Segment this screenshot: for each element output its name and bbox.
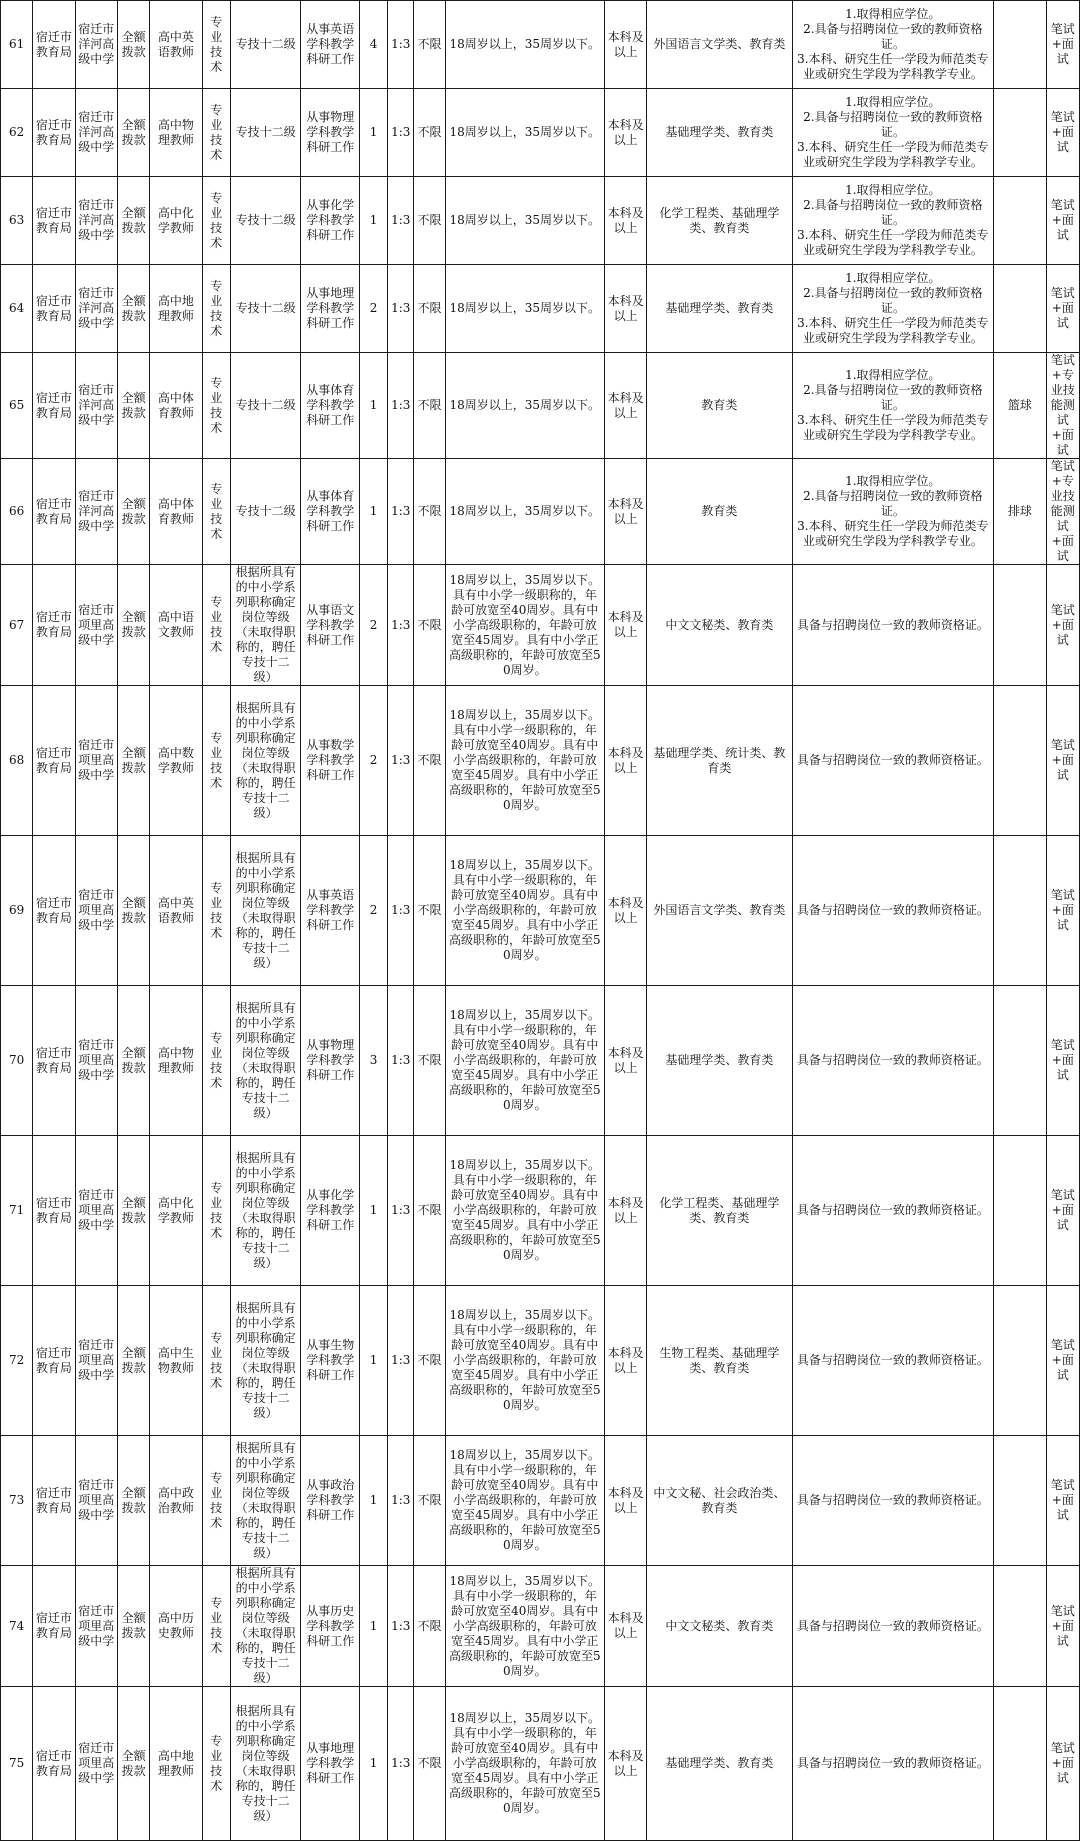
cell-edu: 本科及以上 bbox=[604, 1687, 646, 1841]
cell-no: 73 bbox=[1, 1436, 33, 1566]
cell-category: 专业技术 bbox=[202, 1286, 230, 1436]
cell-major: 基础理学类、教育类 bbox=[647, 89, 792, 177]
cell-no: 74 bbox=[1, 1566, 33, 1687]
cell-funding: 全额拨款 bbox=[117, 459, 149, 565]
cell-duty: 从事语文学科教学科研工作 bbox=[301, 565, 359, 686]
cell-skill: 排球 bbox=[994, 459, 1046, 565]
cell-unit: 宿迁市项里高级中学 bbox=[75, 565, 117, 686]
cell-exam: 笔试+专业技能测试+面试 bbox=[1046, 353, 1079, 459]
cell-other: 1.取得相应学位。 2.具备与招聘岗位一致的教师资格证。 3.本科、研究生任一学段为师范类专业或研究生学段为学科教学专业。 bbox=[792, 459, 994, 565]
cell-dept: 宿迁市教育局 bbox=[33, 686, 75, 836]
cell-level: 根据所具有的中小学系列职称确定岗位等级（未取得职称的，聘任专技十二级） bbox=[230, 986, 301, 1136]
cell-category: 专业技术 bbox=[202, 459, 230, 565]
cell-age: 18周岁以上，35周岁以下。 bbox=[445, 353, 604, 459]
cell-age: 18周岁以上，35周岁以下。具有中小学一级职称的，年龄可放宽至40周岁。具有中小学高级职称的，年龄可放宽至45周岁。具有中小学正高级职称的，年龄可放宽至50周岁。 bbox=[445, 1687, 604, 1841]
cell-exam: 笔试+面试 bbox=[1046, 89, 1079, 177]
table-row bbox=[1, 265, 1080, 353]
cell-post: 高中数学教师 bbox=[150, 686, 202, 836]
cell-count: 1 bbox=[359, 1687, 387, 1841]
cell-duty: 从事地理学科教学科研工作 bbox=[301, 265, 359, 353]
cell-other: 1.取得相应学位。 2.具备与招聘岗位一致的教师资格证。 3.本科、研究生任一学段为师范类专业或研究生学段为学科教学专业。 bbox=[792, 1, 994, 89]
cell-major: 教育类 bbox=[647, 353, 792, 459]
cell-duty: 从事物理学科教学科研工作 bbox=[301, 89, 359, 177]
cell-other: 1.取得相应学位。 2.具备与招聘岗位一致的教师资格证。 3.本科、研究生任一学段为师范类专业或研究生学段为学科教学专业。 bbox=[792, 89, 994, 177]
cell-unit: 宿迁市项里高级中学 bbox=[75, 1566, 117, 1687]
cell-ratio: 1:3 bbox=[388, 1687, 414, 1841]
cell-ratio: 1:3 bbox=[388, 1286, 414, 1436]
cell-exam: 笔试+面试 bbox=[1046, 1136, 1079, 1286]
cell-no: 75 bbox=[1, 1687, 33, 1841]
cell-gender: 不限 bbox=[414, 836, 445, 986]
cell-other: 具备与招聘岗位一致的教师资格证。 bbox=[792, 986, 994, 1136]
cell-dept: 宿迁市教育局 bbox=[33, 986, 75, 1136]
cell-edu: 本科及以上 bbox=[604, 1286, 646, 1436]
cell-edu: 本科及以上 bbox=[604, 1, 646, 89]
cell-funding: 全额拨款 bbox=[117, 177, 149, 265]
cell-ratio: 1:3 bbox=[388, 177, 414, 265]
cell-skill bbox=[994, 565, 1046, 686]
cell-count: 4 bbox=[359, 1, 387, 89]
cell-level: 根据所具有的中小学系列职称确定岗位等级（未取得职称的，聘任专技十二级） bbox=[230, 565, 301, 686]
cell-major: 外国语言文学类、教育类 bbox=[647, 1, 792, 89]
cell-age: 18周岁以上，35周岁以下。具有中小学一级职称的，年龄可放宽至40周岁。具有中小学高级职称的，年龄可放宽至45周岁。具有中小学正高级职称的，年龄可放宽至50周岁。 bbox=[445, 1136, 604, 1286]
cell-category: 专业技术 bbox=[202, 1687, 230, 1841]
cell-gender: 不限 bbox=[414, 1, 445, 89]
cell-count: 1 bbox=[359, 1136, 387, 1286]
table-row bbox=[1, 459, 1080, 565]
cell-age: 18周岁以上，35周岁以下。具有中小学一级职称的，年龄可放宽至40周岁。具有中小学高级职称的，年龄可放宽至45周岁。具有中小学正高级职称的，年龄可放宽至50周岁。 bbox=[445, 686, 604, 836]
table-row bbox=[1, 1286, 1080, 1436]
cell-major: 基础理学类、统计类、教育类 bbox=[647, 686, 792, 836]
table-row bbox=[1, 1566, 1080, 1687]
cell-edu: 本科及以上 bbox=[604, 265, 646, 353]
cell-ratio: 1:3 bbox=[388, 1136, 414, 1286]
cell-funding: 全额拨款 bbox=[117, 1, 149, 89]
cell-gender: 不限 bbox=[414, 177, 445, 265]
table-row bbox=[1, 177, 1080, 265]
cell-dept: 宿迁市教育局 bbox=[33, 1436, 75, 1566]
cell-dept: 宿迁市教育局 bbox=[33, 89, 75, 177]
cell-no: 66 bbox=[1, 459, 33, 565]
cell-major: 中文文秘、社会政治类、教育类 bbox=[647, 1436, 792, 1566]
cell-dept: 宿迁市教育局 bbox=[33, 1136, 75, 1286]
cell-funding: 全额拨款 bbox=[117, 565, 149, 686]
cell-skill bbox=[994, 1286, 1046, 1436]
cell-count: 1 bbox=[359, 1566, 387, 1687]
table-row bbox=[1, 1687, 1080, 1841]
cell-edu: 本科及以上 bbox=[604, 1566, 646, 1687]
cell-ratio: 1:3 bbox=[388, 836, 414, 986]
cell-duty: 从事体育学科教学科研工作 bbox=[301, 459, 359, 565]
cell-other: 具备与招聘岗位一致的教师资格证。 bbox=[792, 1436, 994, 1566]
cell-other: 1.取得相应学位。 2.具备与招聘岗位一致的教师资格证。 3.本科、研究生任一学段为师范类专业或研究生学段为学科教学专业。 bbox=[792, 353, 994, 459]
cell-edu: 本科及以上 bbox=[604, 1136, 646, 1286]
cell-other: 具备与招聘岗位一致的教师资格证。 bbox=[792, 836, 994, 986]
cell-post: 高中语文教师 bbox=[150, 565, 202, 686]
cell-major: 基础理学类、教育类 bbox=[647, 986, 792, 1136]
cell-no: 70 bbox=[1, 986, 33, 1136]
cell-ratio: 1:3 bbox=[388, 986, 414, 1136]
cell-unit: 宿迁市项里高级中学 bbox=[75, 1286, 117, 1436]
cell-gender: 不限 bbox=[414, 1566, 445, 1687]
cell-exam: 笔试+面试 bbox=[1046, 1286, 1079, 1436]
cell-ratio: 1:3 bbox=[388, 1566, 414, 1687]
cell-unit: 宿迁市洋河高级中学 bbox=[75, 265, 117, 353]
cell-major: 生物工程类、基础理学类、教育类 bbox=[647, 1286, 792, 1436]
cell-post: 高中生物教师 bbox=[150, 1286, 202, 1436]
cell-category: 专业技术 bbox=[202, 565, 230, 686]
cell-post: 高中历史教师 bbox=[150, 1566, 202, 1687]
cell-post: 高中政治教师 bbox=[150, 1436, 202, 1566]
cell-major: 教育类 bbox=[647, 459, 792, 565]
cell-age: 18周岁以上，35周岁以下。 bbox=[445, 265, 604, 353]
cell-level: 根据所具有的中小学系列职称确定岗位等级（未取得职称的，聘任专技十二级） bbox=[230, 1286, 301, 1436]
cell-no: 72 bbox=[1, 1286, 33, 1436]
cell-other: 1.取得相应学位。 2.具备与招聘岗位一致的教师资格证。 3.本科、研究生任一学段为师范类专业或研究生学段为学科教学专业。 bbox=[792, 177, 994, 265]
cell-category: 专业技术 bbox=[202, 265, 230, 353]
cell-post: 高中化学教师 bbox=[150, 1136, 202, 1286]
cell-duty: 从事地理学科教学科研工作 bbox=[301, 1687, 359, 1841]
cell-funding: 全额拨款 bbox=[117, 1136, 149, 1286]
cell-other: 具备与招聘岗位一致的教师资格证。 bbox=[792, 1136, 994, 1286]
cell-dept: 宿迁市教育局 bbox=[33, 836, 75, 986]
cell-unit: 宿迁市洋河高级中学 bbox=[75, 177, 117, 265]
cell-unit: 宿迁市项里高级中学 bbox=[75, 1436, 117, 1566]
cell-major: 外国语言文学类、教育类 bbox=[647, 836, 792, 986]
cell-age: 18周岁以上，35周岁以下。具有中小学一级职称的，年龄可放宽至40周岁。具有中小学高级职称的，年龄可放宽至45周岁。具有中小学正高级职称的，年龄可放宽至50周岁。 bbox=[445, 986, 604, 1136]
cell-category: 专业技术 bbox=[202, 1436, 230, 1566]
cell-count: 1 bbox=[359, 89, 387, 177]
cell-level: 专技十二级 bbox=[230, 353, 301, 459]
cell-level: 专技十二级 bbox=[230, 265, 301, 353]
cell-level: 根据所具有的中小学系列职称确定岗位等级（未取得职称的，聘任专技十二级） bbox=[230, 686, 301, 836]
cell-unit: 宿迁市项里高级中学 bbox=[75, 836, 117, 986]
cell-exam: 笔试+面试 bbox=[1046, 1, 1079, 89]
cell-edu: 本科及以上 bbox=[604, 986, 646, 1136]
cell-level: 专技十二级 bbox=[230, 459, 301, 565]
cell-no: 67 bbox=[1, 565, 33, 686]
cell-skill bbox=[994, 836, 1046, 986]
cell-post: 高中体育教师 bbox=[150, 353, 202, 459]
cell-age: 18周岁以上，35周岁以下。 bbox=[445, 89, 604, 177]
cell-edu: 本科及以上 bbox=[604, 89, 646, 177]
table-row bbox=[1, 686, 1080, 836]
table-body bbox=[1, 1, 1080, 1841]
cell-edu: 本科及以上 bbox=[604, 686, 646, 836]
cell-no: 68 bbox=[1, 686, 33, 836]
cell-ratio: 1:3 bbox=[388, 1, 414, 89]
cell-skill bbox=[994, 1136, 1046, 1286]
table-row bbox=[1, 836, 1080, 986]
cell-no: 64 bbox=[1, 265, 33, 353]
cell-count: 1 bbox=[359, 1286, 387, 1436]
cell-exam: 笔试+面试 bbox=[1046, 177, 1079, 265]
cell-count: 2 bbox=[359, 686, 387, 836]
cell-duty: 从事化学学科教学科研工作 bbox=[301, 177, 359, 265]
cell-unit: 宿迁市洋河高级中学 bbox=[75, 1, 117, 89]
cell-ratio: 1:3 bbox=[388, 459, 414, 565]
cell-duty: 从事英语学科教学科研工作 bbox=[301, 1, 359, 89]
cell-ratio: 1:3 bbox=[388, 353, 414, 459]
cell-gender: 不限 bbox=[414, 89, 445, 177]
cell-no: 65 bbox=[1, 353, 33, 459]
cell-duty: 从事英语学科教学科研工作 bbox=[301, 836, 359, 986]
cell-age: 18周岁以上，35周岁以下。具有中小学一级职称的，年龄可放宽至40周岁。具有中小学高级职称的，年龄可放宽至45周岁。具有中小学正高级职称的，年龄可放宽至50周岁。 bbox=[445, 565, 604, 686]
cell-other: 具备与招聘岗位一致的教师资格证。 bbox=[792, 1286, 994, 1436]
cell-age: 18周岁以上，35周岁以下。具有中小学一级职称的，年龄可放宽至40周岁。具有中小学高级职称的，年龄可放宽至45周岁。具有中小学正高级职称的，年龄可放宽至50周岁。 bbox=[445, 836, 604, 986]
cell-funding: 全额拨款 bbox=[117, 1687, 149, 1841]
cell-gender: 不限 bbox=[414, 1136, 445, 1286]
cell-unit: 宿迁市项里高级中学 bbox=[75, 1136, 117, 1286]
cell-duty: 从事历史学科教学科研工作 bbox=[301, 1566, 359, 1687]
cell-skill bbox=[994, 1, 1046, 89]
cell-funding: 全额拨款 bbox=[117, 1286, 149, 1436]
cell-no: 63 bbox=[1, 177, 33, 265]
cell-skill bbox=[994, 986, 1046, 1136]
cell-duty: 从事物理学科教学科研工作 bbox=[301, 986, 359, 1136]
cell-skill bbox=[994, 1566, 1046, 1687]
cell-post: 高中物理教师 bbox=[150, 986, 202, 1136]
cell-dept: 宿迁市教育局 bbox=[33, 177, 75, 265]
cell-exam: 笔试+面试 bbox=[1046, 565, 1079, 686]
cell-edu: 本科及以上 bbox=[604, 565, 646, 686]
cell-post: 高中化学教师 bbox=[150, 177, 202, 265]
cell-level: 根据所具有的中小学系列职称确定岗位等级（未取得职称的，聘任专技十二级） bbox=[230, 1436, 301, 1566]
cell-age: 18周岁以上，35周岁以下。具有中小学一级职称的，年龄可放宽至40周岁。具有中小学高级职称的，年龄可放宽至45周岁。具有中小学正高级职称的，年龄可放宽至50周岁。 bbox=[445, 1566, 604, 1687]
cell-unit: 宿迁市项里高级中学 bbox=[75, 686, 117, 836]
cell-skill bbox=[994, 1436, 1046, 1566]
cell-funding: 全额拨款 bbox=[117, 89, 149, 177]
cell-post: 高中英语教师 bbox=[150, 836, 202, 986]
cell-age: 18周岁以上，35周岁以下。 bbox=[445, 177, 604, 265]
cell-gender: 不限 bbox=[414, 986, 445, 1136]
table-row bbox=[1, 1436, 1080, 1566]
cell-ratio: 1:3 bbox=[388, 265, 414, 353]
cell-ratio: 1:3 bbox=[388, 89, 414, 177]
cell-category: 专业技术 bbox=[202, 1566, 230, 1687]
cell-post: 高中物理教师 bbox=[150, 89, 202, 177]
cell-ratio: 1:3 bbox=[388, 565, 414, 686]
cell-gender: 不限 bbox=[414, 353, 445, 459]
cell-no: 71 bbox=[1, 1136, 33, 1286]
cell-age: 18周岁以上，35周岁以下。 bbox=[445, 459, 604, 565]
cell-funding: 全额拨款 bbox=[117, 986, 149, 1136]
cell-level: 专技十二级 bbox=[230, 177, 301, 265]
cell-funding: 全额拨款 bbox=[117, 265, 149, 353]
cell-count: 1 bbox=[359, 177, 387, 265]
cell-exam: 笔试+面试 bbox=[1046, 986, 1079, 1136]
cell-edu: 本科及以上 bbox=[604, 1436, 646, 1566]
cell-major: 化学工程类、基础理学类、教育类 bbox=[647, 177, 792, 265]
cell-exam: 笔试+面试 bbox=[1046, 265, 1079, 353]
cell-other: 具备与招聘岗位一致的教师资格证。 bbox=[792, 686, 994, 836]
cell-level: 根据所具有的中小学系列职称确定岗位等级（未取得职称的，聘任专技十二级） bbox=[230, 1566, 301, 1687]
cell-exam: 笔试+专业技能测试+面试 bbox=[1046, 459, 1079, 565]
cell-no: 61 bbox=[1, 1, 33, 89]
cell-dept: 宿迁市教育局 bbox=[33, 459, 75, 565]
cell-count: 1 bbox=[359, 1436, 387, 1566]
cell-no: 62 bbox=[1, 89, 33, 177]
cell-category: 专业技术 bbox=[202, 177, 230, 265]
cell-duty: 从事体育学科教学科研工作 bbox=[301, 353, 359, 459]
cell-funding: 全额拨款 bbox=[117, 353, 149, 459]
cell-dept: 宿迁市教育局 bbox=[33, 1687, 75, 1841]
cell-skill bbox=[994, 686, 1046, 836]
cell-skill bbox=[994, 265, 1046, 353]
cell-skill bbox=[994, 1687, 1046, 1841]
cell-major: 中文文秘类、教育类 bbox=[647, 1566, 792, 1687]
cell-duty: 从事政治学科教学科研工作 bbox=[301, 1436, 359, 1566]
cell-gender: 不限 bbox=[414, 1687, 445, 1841]
cell-funding: 全额拨款 bbox=[117, 686, 149, 836]
cell-count: 1 bbox=[359, 353, 387, 459]
cell-count: 3 bbox=[359, 986, 387, 1136]
cell-ratio: 1:3 bbox=[388, 1436, 414, 1566]
cell-funding: 全额拨款 bbox=[117, 1566, 149, 1687]
table-row bbox=[1, 565, 1080, 686]
cell-edu: 本科及以上 bbox=[604, 459, 646, 565]
cell-age: 18周岁以上，35周岁以下。具有中小学一级职称的，年龄可放宽至40周岁。具有中小学高级职称的，年龄可放宽至45周岁。具有中小学正高级职称的，年龄可放宽至50周岁。 bbox=[445, 1436, 604, 1566]
cell-other: 1.取得相应学位。 2.具备与招聘岗位一致的教师资格证。 3.本科、研究生任一学段为师范类专业或研究生学段为学科教学专业。 bbox=[792, 265, 994, 353]
cell-count: 2 bbox=[359, 265, 387, 353]
cell-no: 69 bbox=[1, 836, 33, 986]
cell-other: 具备与招聘岗位一致的教师资格证。 bbox=[792, 565, 994, 686]
cell-post: 高中地理教师 bbox=[150, 1687, 202, 1841]
cell-dept: 宿迁市教育局 bbox=[33, 565, 75, 686]
cell-dept: 宿迁市教育局 bbox=[33, 353, 75, 459]
cell-category: 专业技术 bbox=[202, 353, 230, 459]
cell-level: 根据所具有的中小学系列职称确定岗位等级（未取得职称的，聘任专技十二级） bbox=[230, 836, 301, 986]
cell-unit: 宿迁市洋河高级中学 bbox=[75, 459, 117, 565]
cell-other: 具备与招聘岗位一致的教师资格证。 bbox=[792, 1566, 994, 1687]
cell-exam: 笔试+面试 bbox=[1046, 836, 1079, 986]
cell-level: 根据所具有的中小学系列职称确定岗位等级（未取得职称的，聘任专技十二级） bbox=[230, 1687, 301, 1841]
cell-exam: 笔试+面试 bbox=[1046, 1687, 1079, 1841]
cell-major: 化学工程类、基础理学类、教育类 bbox=[647, 1136, 792, 1286]
table-row bbox=[1, 353, 1080, 459]
cell-duty: 从事化学学科教学科研工作 bbox=[301, 1136, 359, 1286]
table-row bbox=[1, 1136, 1080, 1286]
cell-unit: 宿迁市洋河高级中学 bbox=[75, 89, 117, 177]
cell-edu: 本科及以上 bbox=[604, 353, 646, 459]
cell-level: 专技十二级 bbox=[230, 89, 301, 177]
cell-unit: 宿迁市项里高级中学 bbox=[75, 986, 117, 1136]
cell-ratio: 1:3 bbox=[388, 686, 414, 836]
cell-age: 18周岁以上，35周岁以下。具有中小学一级职称的，年龄可放宽至40周岁。具有中小学高级职称的，年龄可放宽至45周岁。具有中小学正高级职称的，年龄可放宽至50周岁。 bbox=[445, 1286, 604, 1436]
cell-gender: 不限 bbox=[414, 459, 445, 565]
cell-gender: 不限 bbox=[414, 265, 445, 353]
cell-count: 2 bbox=[359, 565, 387, 686]
cell-funding: 全额拨款 bbox=[117, 1436, 149, 1566]
table-row bbox=[1, 89, 1080, 177]
cell-skill bbox=[994, 89, 1046, 177]
cell-unit: 宿迁市项里高级中学 bbox=[75, 1687, 117, 1841]
cell-category: 专业技术 bbox=[202, 686, 230, 836]
table-row bbox=[1, 1, 1080, 89]
cell-dept: 宿迁市教育局 bbox=[33, 265, 75, 353]
cell-duty: 从事数学学科教学科研工作 bbox=[301, 686, 359, 836]
cell-exam: 笔试+面试 bbox=[1046, 1566, 1079, 1687]
cell-category: 专业技术 bbox=[202, 1136, 230, 1286]
cell-post: 高中地理教师 bbox=[150, 265, 202, 353]
cell-category: 专业技术 bbox=[202, 986, 230, 1136]
cell-category: 专业技术 bbox=[202, 89, 230, 177]
cell-major: 中文文秘类、教育类 bbox=[647, 565, 792, 686]
cell-other: 具备与招聘岗位一致的教师资格证。 bbox=[792, 1687, 994, 1841]
cell-level: 专技十二级 bbox=[230, 1, 301, 89]
cell-dept: 宿迁市教育局 bbox=[33, 1286, 75, 1436]
cell-gender: 不限 bbox=[414, 565, 445, 686]
cell-gender: 不限 bbox=[414, 686, 445, 836]
cell-dept: 宿迁市教育局 bbox=[33, 1, 75, 89]
cell-major: 基础理学类、教育类 bbox=[647, 1687, 792, 1841]
table-row bbox=[1, 986, 1080, 1136]
cell-gender: 不限 bbox=[414, 1436, 445, 1566]
cell-edu: 本科及以上 bbox=[604, 177, 646, 265]
cell-count: 2 bbox=[359, 836, 387, 986]
cell-category: 专业技术 bbox=[202, 1, 230, 89]
cell-post: 高中英语教师 bbox=[150, 1, 202, 89]
cell-age: 18周岁以上，35周岁以下。 bbox=[445, 1, 604, 89]
cell-unit: 宿迁市洋河高级中学 bbox=[75, 353, 117, 459]
cell-skill bbox=[994, 177, 1046, 265]
cell-count: 1 bbox=[359, 459, 387, 565]
cell-edu: 本科及以上 bbox=[604, 836, 646, 986]
cell-skill: 篮球 bbox=[994, 353, 1046, 459]
cell-level: 根据所具有的中小学系列职称确定岗位等级（未取得职称的，聘任专技十二级） bbox=[230, 1136, 301, 1286]
cell-gender: 不限 bbox=[414, 1286, 445, 1436]
cell-category: 专业技术 bbox=[202, 836, 230, 986]
cell-duty: 从事生物学科教学科研工作 bbox=[301, 1286, 359, 1436]
cell-post: 高中体育教师 bbox=[150, 459, 202, 565]
cell-dept: 宿迁市教育局 bbox=[33, 1566, 75, 1687]
cell-exam: 笔试+面试 bbox=[1046, 686, 1079, 836]
cell-major: 基础理学类、教育类 bbox=[647, 265, 792, 353]
cell-funding: 全额拨款 bbox=[117, 836, 149, 986]
cell-exam: 笔试+面试 bbox=[1046, 1436, 1079, 1566]
